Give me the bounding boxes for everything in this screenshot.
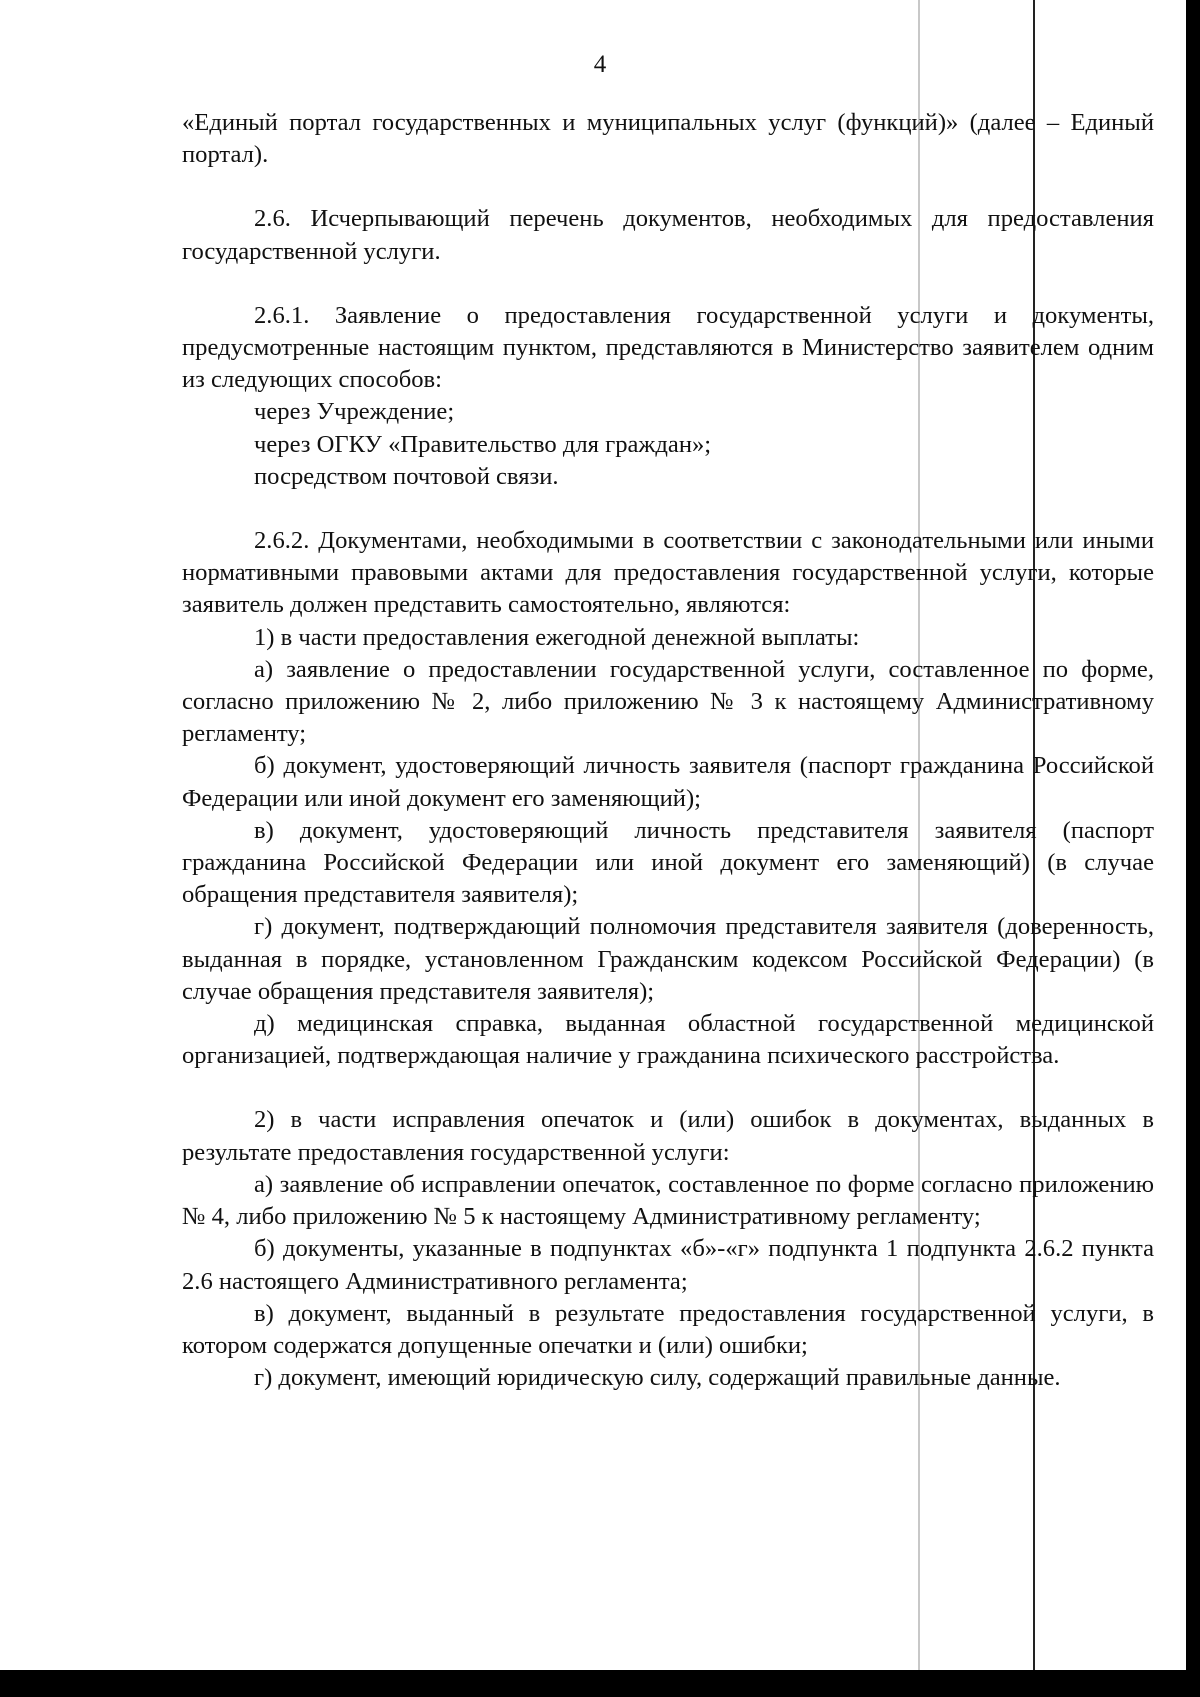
paragraph: в) документ, выданный в результате предоставления государственной услуги, в котором содержатся допущенные опечатки и (или) ошибки;: [182, 1299, 1154, 1359]
paragraph: 2.6. Исчерпывающий перечень документов, необходимых для предоставления государственной услуги.: [182, 205, 1154, 265]
paragraph: а) заявление об исправлении опечаток, составленное по форме согласно приложению № 4, либо приложению № 5 к настоящему Административному регламенту;: [182, 1170, 1154, 1231]
paragraph-gap: [182, 171, 1154, 203]
paragraph: 2) в части исправления опечаток и (или) ошибок в документах, выданных в результате предоставления государственной услуги:: [182, 1106, 1154, 1166]
paragraph: г) документ, подтверждающий полномочия представителя заявителя (доверенность, выданная в порядке, установленном Гражданским кодексом Российской Федерации) (в случае обращения представителя заявителя);: [182, 913, 1154, 1005]
list-item: через Учреждение;: [254, 398, 455, 426]
document-body: [182, 107, 1154, 1394]
paragraph: б) документ, удостоверяющий личность заявителя (паспорт гражданина Российской Федерации или иной документ его заменяющий);: [182, 752, 1154, 812]
paragraph: д) медицинская справка, выданная областной государственной медицинской организацией, подтверждающая наличие у гражданина психического расстройства.: [182, 1010, 1154, 1070]
paragraph: г) документ, имеющий юридическую силу, содержащий правильные данные.: [254, 1364, 1061, 1392]
list-item: через ОГКУ «Правительство для граждан»;: [254, 430, 712, 458]
page-number: 4: [593, 51, 607, 78]
paragraph: 2.6.2. Документами, необходимыми в соответствии с законодательными или иными нормативными правовыми актами для предоставления государственной услуги, которые заявитель должен представить самостоятельно, являются:: [182, 527, 1154, 619]
paragraph-gap: [182, 493, 1154, 525]
paragraph: «Единый портал государственных и муниципальных услуг (функций)» (далее – Единый портал).: [182, 109, 1154, 169]
scan-border-bottom: [0, 1670, 1200, 1697]
paragraph: 2.6.1. Заявление о предоставления государственной услуги и документы, предусмотренные настоящим пунктом, представляются в Министерство заявителем одним из следующих способов:: [182, 301, 1154, 394]
paragraph: в) документ, удостоверяющий личность представителя заявителя (паспорт гражданина Российской Федерации или иной документ его заменяющий) (в случае обращения представителя заявителя);: [182, 816, 1154, 909]
paragraph: б) документы, указанные в подпунктах «б»-«г» подпункта 1 подпункта 2.6.2 пункта 2.6 настоящего Административного регламента;: [182, 1235, 1154, 1295]
scan-border-right: [1186, 0, 1200, 1697]
paragraph: а) заявление о предоставлении государственной услуги, составленное по форме, согласно приложению № 2, либо приложению № 3 к настоящему Административному регламенту;: [182, 655, 1154, 748]
paragraph: 1) в части предоставления ежегодной денежной выплаты:: [254, 623, 860, 651]
list-item: посредством почтовой связи.: [254, 462, 559, 490]
paragraph-gap: [182, 268, 1154, 300]
paragraph-gap: [182, 1072, 1154, 1104]
